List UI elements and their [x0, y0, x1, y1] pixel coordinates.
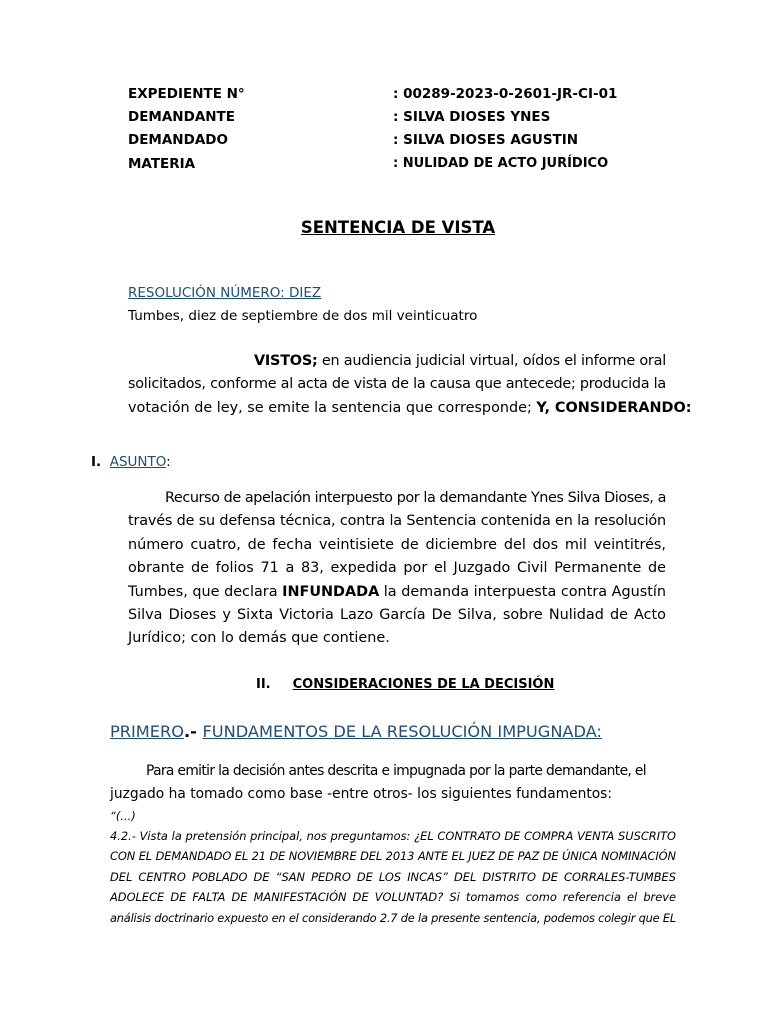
page-title: SENTENCIA DE VISTA [300, 218, 496, 237]
primero-label: PRIMERO [110, 722, 184, 741]
section-i-title: ASUNTO [109, 454, 167, 470]
vistos-paragraph [128, 350, 692, 420]
section-ii-number: II. [256, 677, 271, 692]
quote-line-2: CON EL DEMANDADO EL 21 DE NOVIEMBRE DEL 2013 ANTE EL JUEZ DE PAZ DE ÚNICA NOMINACIÓN [110, 849, 676, 864]
header-label-expediente: EXPEDIENTE N° [128, 86, 245, 102]
quote-line-3: DEL CENTRO POBLADO DE “SAN PEDRO DE LOS INCAS” DEL DISTRITO DE CORRALES-TUMBES [110, 869, 676, 884]
asunto-line-3: número cuatro, de fecha veintisiete de diciembre del dos mil veintitrés, [128, 536, 666, 553]
header-value-demandante: : SILVA DIOSES YNES [393, 109, 551, 125]
asunto-paragraph [128, 487, 666, 651]
quote-line-4: ADOLECE DE FALTA DE MANIFESTACIÓN DE VOLUNTAD? Si tomamos como referencia el breve [110, 890, 676, 905]
quote-line-1: 4.2.- Vista la pretensión principal, nos preguntamos: ¿EL CONTRATO DE COMPRA VENTA SUSCRITO [110, 829, 676, 843]
quote-block [110, 826, 676, 928]
header-value-expediente: : 00289-2023-0-2601-JR-CI-01 [393, 86, 618, 102]
header-value-demandado: : SILVA DIOSES AGUSTIN [393, 132, 579, 148]
header-value-materia: : NULIDAD DE ACTO JURÍDICO [393, 156, 609, 171]
primero-title: FUNDAMENTOS DE LA RESOLUCIÓN IMPUGNADA: [202, 722, 602, 741]
asunto-line-7: Jurídico; con lo demás que contiene. [128, 630, 390, 647]
resolucion-number: RESOLUCIÓN NÚMERO: DIEZ [128, 285, 322, 301]
quote-open: “(...) [110, 809, 136, 823]
asunto-line-5: Tumbes, que declara INFUNDADA la demanda interpuesta contra Agustín [128, 583, 666, 600]
infundada-text: INFUNDADA [282, 583, 380, 600]
vistos-lead: VISTOS; [254, 353, 318, 369]
vistos-line-2: solicitados, conforme al acta de vista de la causa que antecede; producida la [128, 376, 666, 393]
resolucion-place-date: Tumbes, diez de septiembre de dos mil veinticuatro [128, 308, 478, 324]
section-i-number: I. [91, 454, 102, 470]
header-label-materia: MATERIA [128, 156, 196, 172]
header-label-demandante: DEMANDANTE [128, 109, 235, 125]
quote-line-5: análisis doctrinario expuesto en el considerando 2.7 de la presente sentencia, podemos colegir que EL [110, 910, 676, 925]
header-label-demandado: DEMANDADO [128, 132, 228, 148]
vistos-line-3: votación de ley, se emite la sentencia que corresponde; Y, CONSIDERANDO: [128, 399, 692, 416]
primero-heading: PRIMERO.- FUNDAMENTOS DE LA RESOLUCIÓN IMPUGNADA: [110, 722, 602, 741]
asunto-line-2: través de su defensa técnica, contra la Sentencia contenida en la resolución [128, 513, 666, 530]
primero-paragraph [110, 760, 646, 807]
section-ii-heading [256, 677, 554, 692]
section-ii-title: CONSIDERACIONES DE LA DECISIÓN [292, 677, 555, 692]
vistos-considerando: Y, CONSIDERANDO: [536, 399, 692, 416]
primero-line-2: juzgado ha tomado como base -entre otros- los siguientes fundamentos: [110, 786, 613, 803]
asunto-line-4: obrante de folios 71 a 83, expedida por el Juzgado Civil Permanente de [128, 560, 666, 577]
asunto-line-1: Recurso de apelación interpuesto por la demandante Ynes Silva Dioses, a [165, 490, 666, 506]
vistos-line-1: VISTOS; en audiencia judicial virtual, oídos el informe oral [254, 353, 666, 369]
asunto-line-6: Silva Dioses y Sixta Victoria Lazo García De Silva, sobre Nulidad de Acto [128, 606, 666, 623]
section-i-heading: I. ASUNTO: [91, 454, 171, 470]
primero-line-1: Para emitir la decisión antes descrita e impugnada por la parte demandante, el [146, 763, 646, 779]
